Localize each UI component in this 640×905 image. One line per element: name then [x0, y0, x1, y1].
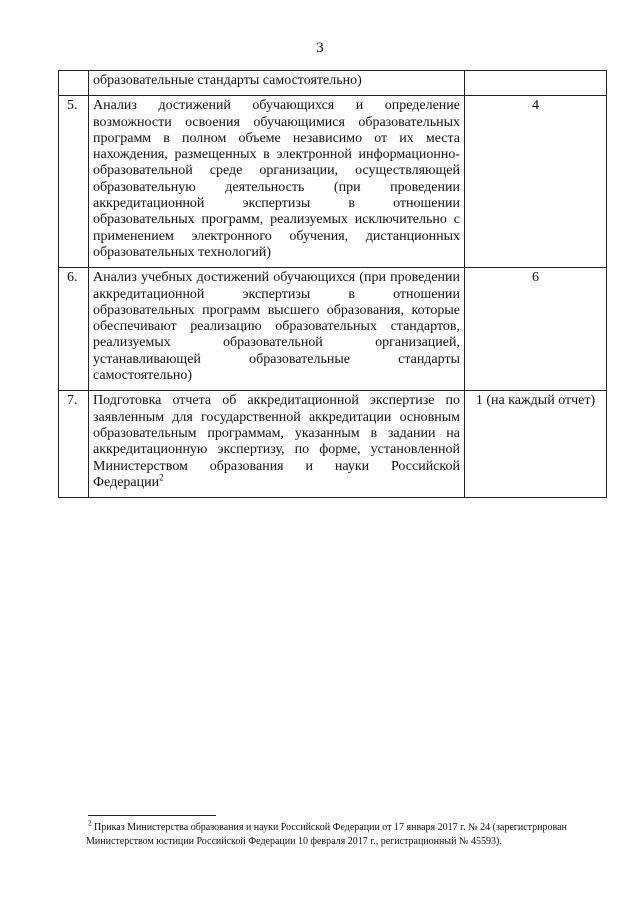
row-number: [59, 71, 89, 96]
footnote: [88, 821, 640, 849]
row-description: Анализ достижений обучающихся и определение возможности освоения обучающимися образовательных программ в полном объеме независимо от их места нахождения, размещенных в электронной информационно-образовательной среде организации, осуществляющей образовательную деятельность (при проведении аккредитационной экспертизы в отношении образовательных программ, реализуемых исключительно с применением электронного обучения, дистанционных образовательных технологий): [89, 96, 465, 268]
footnote-marker: 2: [88, 819, 92, 828]
row-description: [89, 391, 465, 498]
table-row: [59, 268, 607, 391]
row-value: 6: [465, 268, 607, 391]
row-description: Анализ учебных достижений обучающихся (при проведении аккредитационной экспертизы в отношении образовательных программ высшего образования, которые обеспечивают реализацию образовательных стандартов, реализуемых образовательной организацией, устанавливающей образовательные стандарты самостоятельно): [89, 268, 465, 391]
row-number: 5.: [59, 96, 89, 268]
footnote-text-1: Приказ Министерства образования и науки Российской Федерации от 17 января 2017 г. № 24 (зарегистрирован: [94, 822, 567, 833]
row-description-text: Подготовка отчета об аккредитационной экспертизе по заявленным для государственной аккредитации основным образовательным программам, указанным в задании на аккредитационную экспертизу, по форме, установленной Министерством образования и науки Российской Федерации: [93, 393, 460, 490]
row-value: [465, 71, 607, 96]
footnote-text-2: Министерством юстиции Российской Федерации 10 февраля 2017 г., регистрационный № 45593).: [86, 836, 502, 847]
table-row: [59, 391, 607, 498]
accreditation-table: [58, 70, 607, 498]
row-number: 6.: [59, 268, 89, 391]
row-value: 1 (на каждый отчет): [465, 391, 607, 498]
page-number: 3: [316, 40, 324, 56]
row-description: образовательные стандарты самостоятельно): [89, 71, 465, 96]
table-row: [59, 71, 607, 96]
table-row: [59, 96, 607, 268]
footnote-line-1: [88, 821, 640, 835]
footnote-divider: [88, 815, 216, 816]
row-number: 7.: [59, 391, 89, 498]
row-value: 4: [465, 96, 607, 268]
footnote-reference: 2: [159, 472, 164, 483]
